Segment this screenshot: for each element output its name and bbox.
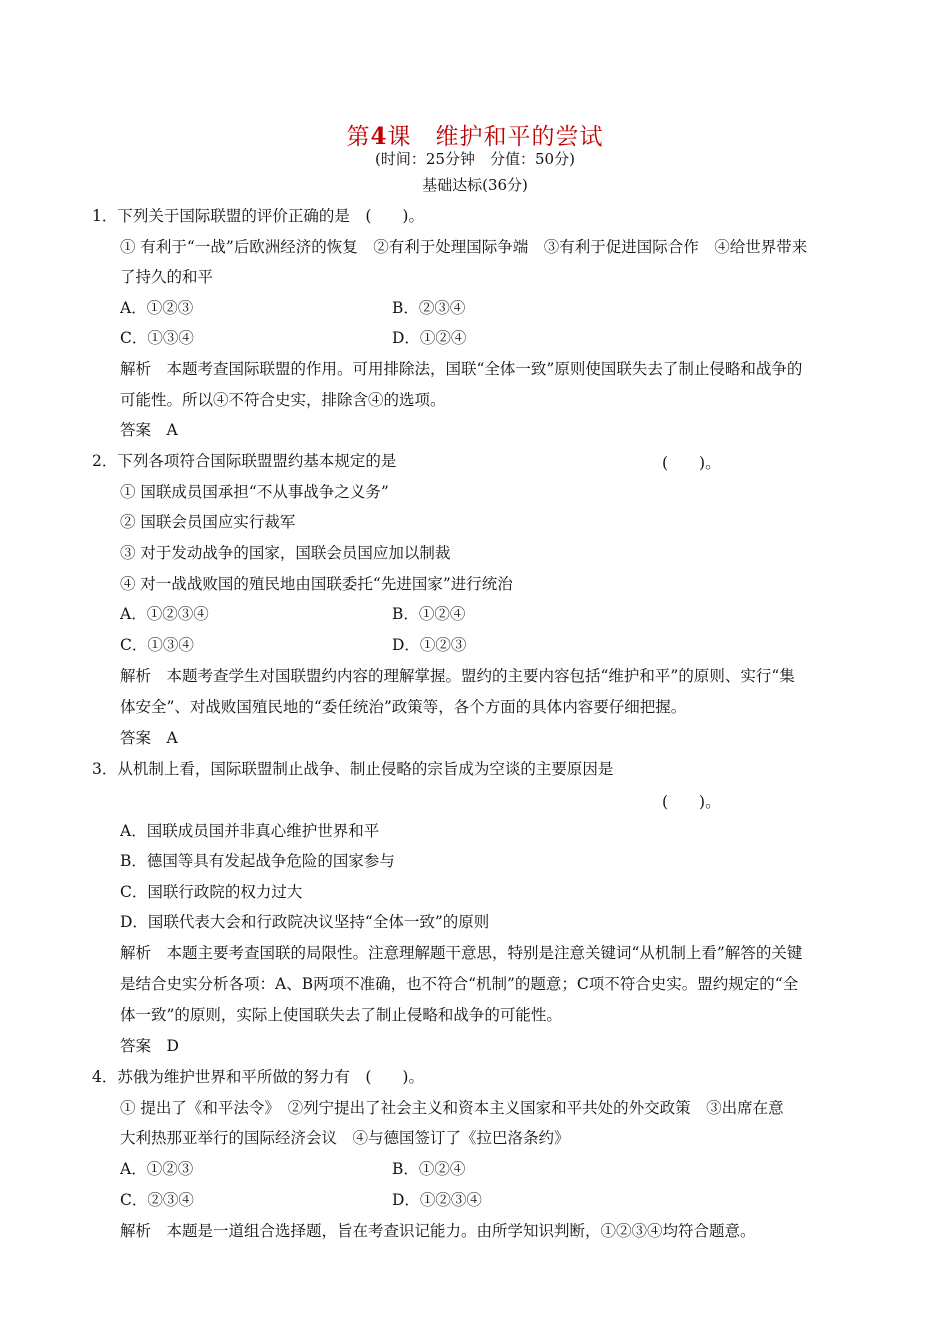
title-number: 4 (370, 123, 388, 150)
q4-option-d: D．①②③④ (392, 1191, 482, 1209)
q2-explanation-line1: 解析 本题考查学生对国联盟约内容的理解掌握。盟约的主要内容包括“维护和平”的原则、实行“集 (120, 667, 795, 685)
q3-explanation-line3: 体一致”的原则，实际上使国联失去了制止侵略和战争的可能性。 (120, 1006, 562, 1024)
title-text: 课 维护和平的尝试 (387, 124, 604, 150)
q3-option-c: C．国联行政院的权力过大 (120, 883, 303, 901)
q3-answer-blank: ( )。 (662, 793, 721, 811)
q2-option-d: D．①②③ (392, 636, 467, 654)
q3-option-d: D．国联代表大会和行政院决议坚持“全体一致”的原则 (120, 913, 490, 931)
q2-item-2: ② 国联会员国应实行裁军 (120, 513, 296, 531)
q2-option-a: A．①②③④ (120, 605, 209, 623)
q4-stem: 4．苏俄为维护世界和平所做的努力有 ( )。 (92, 1068, 424, 1086)
q1-option-d: D．①②④ (392, 329, 467, 347)
q3-explanation-line2: 是结合史实分析各项：A、B两项不准确，也不符合“机制”的题意；C项不符合史实。盟约规定的“全 (120, 975, 799, 993)
q2-item-4: ④ 对一战战败国的殖民地由国联委托“先进国家”进行统治 (120, 575, 513, 593)
q2-option-c: C．①③④ (120, 636, 194, 654)
section-heading: 基础达标(36分) (422, 176, 528, 194)
q4-items-line2: 大利热那亚举行的国际经济会议 ④与德国签订了《拉巴洛条约》 (120, 1129, 570, 1147)
q2-answer: 答案 A (120, 729, 178, 747)
time-score-info: (时间：25分钟 分值：50分) (375, 150, 575, 168)
q2-option-b: B．①②④ (392, 605, 466, 623)
q4-option-c: C．②③④ (120, 1191, 194, 1209)
q2-item-3: ③ 对于发动战争的国家，国联会员国应加以制裁 (120, 544, 451, 562)
q1-option-a: A．①②③ (120, 299, 194, 317)
q4-option-b: B．①②④ (392, 1160, 466, 1178)
q2-explanation-line2: 体安全”、对战败国殖民地的“委任统治”政策等，各个方面的具体内容要仔细把握。 (120, 698, 687, 716)
q1-explanation-line1: 解析 本题考查国际联盟的作用。可用排除法，国联“全体一致”原则使国联失去了制止侵略和战争的 (120, 360, 803, 378)
q1-option-c: C．①③④ (120, 329, 194, 347)
q1-stem: 1．下列关于国际联盟的评价正确的是 ( )。 (92, 207, 424, 225)
q3-answer: 答案 D (120, 1037, 179, 1055)
q1-explanation-line2: 可能性。所以④不符合史实，排除含④的选项。 (120, 391, 446, 409)
q4-items-line1: ① 提出了《和平法令》 ②列宁提出了社会主义和资本主义国家和平共处的外交政策 ③出席在意 (120, 1099, 784, 1117)
q3-option-b: B．德国等具有发起战争危险的国家参与 (120, 852, 395, 870)
q2-item-1: ① 国联成员国承担“不从事战争之义务” (120, 483, 389, 501)
q1-option-b: B．②③④ (392, 299, 466, 317)
title-prefix: 第 (346, 124, 371, 150)
q3-stem: 3．从机制上看，国际联盟制止战争、制止侵略的宗旨成为空谈的主要原因是 (92, 760, 614, 778)
q3-option-a: A．国联成员国并非真心维护世界和平 (120, 822, 380, 840)
lesson-title (0, 118, 950, 151)
q4-explanation-line1: 解析 本题是一道组合选择题，旨在考查识记能力。由所学知识判断，①②③④均符合题意。 (120, 1222, 756, 1240)
q4-option-a: A．①②③ (120, 1160, 194, 1178)
q2-stem: 2．下列各项符合国际联盟盟约基本规定的是 (92, 452, 397, 470)
q1-answer: 答案 A (120, 421, 178, 439)
q2-answer-blank: ( )。 (662, 454, 721, 472)
q1-items-line1: ① 有利于“一战”后欧洲经济的恢复 ②有利于处理国际争端 ③有利于促进国际合作 ④给世界带来 (120, 238, 808, 256)
q1-items-line2: 了持久的和平 (120, 268, 214, 286)
q3-explanation-line1: 解析 本题主要考查国联的局限性。注意理解题干意思，特别是注意关键词“从机制上看”解答的关键 (120, 944, 803, 962)
